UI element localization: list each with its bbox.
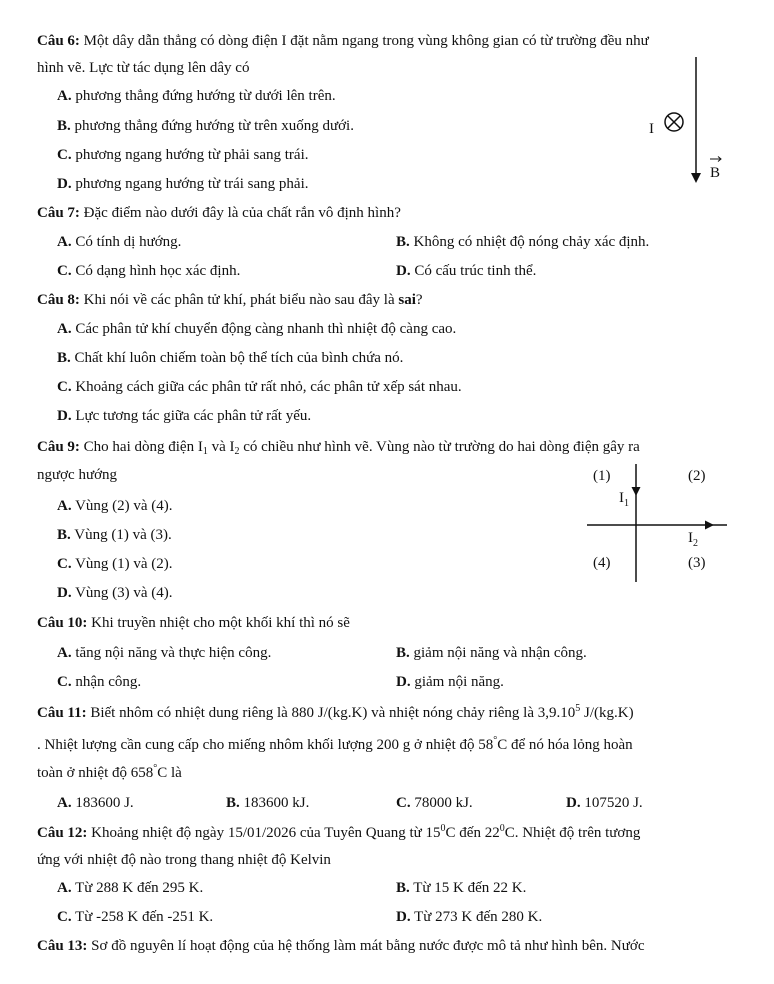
q6-text1: Một dây dẫn thẳng có dòng điện I đặt nằm ngang trong vùng không gian có từ trường đều như (83, 33, 649, 49)
q7-label: Câu 7: (37, 205, 80, 221)
q9-stem-line1: Câu 9: Cho hai dòng điện $I_1$ và $I_2$ có chiều như hình vẽ. Vùng nào từ trường do hai dòng điện gây ra (37, 439, 640, 457)
field-arrowhead (691, 173, 701, 183)
q8-stem: Câu 8: Khi nói về các phân tử khí, phát biểu nào sau đây là sai? (37, 292, 423, 308)
q7-option-d: D. Có cấu trúc tinh thể. (396, 263, 537, 279)
q12-option-c: C. Từ -258 K đến -251 K. (57, 909, 214, 925)
q11-stem-line1: Câu 11: Biết nhôm có nhiệt dung riêng là 880 J/(kg.K) và nhiệt nóng chảy riêng là 3,9.10$^5$ J/(kg.K) (37, 703, 634, 721)
q11-label: Câu 11: (37, 705, 87, 721)
q7-option-c: C. Có dạng hình học xác định. (57, 263, 241, 279)
q11-option-a: A. 183600 J. (57, 795, 134, 811)
q11-stem-line2: . Nhiệt lượng cần cung cấp cho miếng nhôm khối lượng 200 g ở nhiệt độ 58°C để nó hóa lỏng hoàn (37, 735, 633, 753)
q13-label: Câu 13: (37, 938, 88, 954)
q10-option-b: B. giảm nội năng và nhận công. (396, 645, 587, 661)
current-into-page-icon (665, 113, 683, 131)
q7-option-b: B. Không có nhiệt độ nóng chảy xác định. (396, 234, 650, 250)
q9-option-d: D. Vùng (3) và (4). (57, 585, 173, 601)
q11-option-b: B. 183600 kJ. (226, 795, 310, 811)
i1-arrowhead (632, 487, 641, 496)
q11-option-c: C. 78000 kJ. (396, 795, 473, 811)
i2-arrowhead (705, 521, 714, 530)
q10-option-d: D. giảm nội năng. (396, 674, 504, 690)
q6-label: Câu 6: (37, 33, 80, 49)
q8-emphasis: sai (398, 292, 416, 308)
q10-stem: Câu 10: Khi truyền nhiệt cho một khối khí thì nó sẽ (37, 615, 350, 631)
q12-option-a: A. Từ 288 K đến 295 K. (57, 880, 204, 896)
q6-option-c: C. phương ngang hướng từ phải sang trái. (57, 147, 309, 163)
q12-stem-line1: Câu 12: Khoảng nhiệt độ ngày 15/01/2026 của Tuyên Quang từ $15^0C$ đến $22^0C$. Nhiệt độ trên tương (37, 823, 641, 841)
q9-option-b: B. Vùng (1) và (3). (57, 527, 172, 543)
q6-figure (640, 55, 730, 190)
q12-option-d: D. Từ 273 K đến 280 K. (396, 909, 543, 925)
q9-figure (585, 462, 735, 587)
q12-option-b: B. Từ 15 K đến 22 K. (396, 880, 527, 896)
region-2-label: (2) (688, 468, 706, 484)
q6-option-d: D. phương ngang hướng từ trái sang phải. (57, 176, 309, 192)
q8-label: Câu 8: (37, 292, 80, 308)
q6-stem-line1 (37, 32, 649, 50)
q9-option-a: A. Vùng (2) và (4). (57, 498, 173, 514)
q8-option-a: A. Các phân tử khí chuyển động càng nhanh thì nhiệt độ càng cao. (57, 321, 457, 337)
q6-stem-line2: hình vẽ. Lực từ tác dụng lên dây có (37, 60, 250, 76)
q10-label: Câu 10: (37, 615, 88, 631)
region-4-label: (4) (593, 555, 611, 571)
region-3-label: (3) (688, 555, 706, 571)
q10-option-c: C. nhận công. (57, 674, 142, 690)
q9-stem-line2: ngược hướng (37, 467, 118, 483)
region-1-label: (1) (593, 468, 611, 484)
field-label: B (710, 165, 721, 181)
q8-option-d: D. Lực tương tác giữa các phân tử rất yếu. (57, 408, 312, 424)
q7-option-a: A. Có tính dị hướng. (57, 234, 182, 250)
q6-option-b: B. phương thẳng đứng hướng từ trên xuống dưới. (57, 118, 354, 134)
q7-stem: Câu 7: Đặc điểm nào dưới đây là của chất rắn vô định hình? (37, 205, 401, 221)
q13-stem: Câu 13: Sơ đồ nguyên lí hoạt động của hệ thống làm mát bằng nước được mô tả như hình bên. Nước (37, 938, 645, 954)
q8-option-c: C. Khoảng cách giữa các phân tử rất nhỏ, các phân tử xếp sát nhau. (57, 379, 462, 395)
q11-stem-line3: toàn ở nhiệt độ 658°C là (37, 763, 182, 781)
q11-option-d: D. 107520 J. (566, 795, 643, 811)
q9-option-c: C. Vùng (1) và (2). (57, 556, 173, 572)
current-label: I (649, 121, 654, 137)
q6-option-a: A. phương thẳng đứng hướng từ dưới lên trên. (57, 88, 336, 104)
q10-option-a: A. tăng nội năng và thực hiện công. (57, 645, 272, 661)
q12-stem-line2: ứng với nhiệt độ nào trong thang nhiệt độ Kelvin (37, 852, 331, 868)
q9-label: Câu 9: (37, 439, 80, 455)
i1-label: $I_1$ (619, 490, 629, 509)
q8-option-b: B. Chất khí luôn chiếm toàn bộ thể tích của bình chứa nó. (57, 350, 404, 366)
i2-label: $I_2$ (688, 530, 698, 549)
q12-label: Câu 12: (37, 825, 88, 841)
